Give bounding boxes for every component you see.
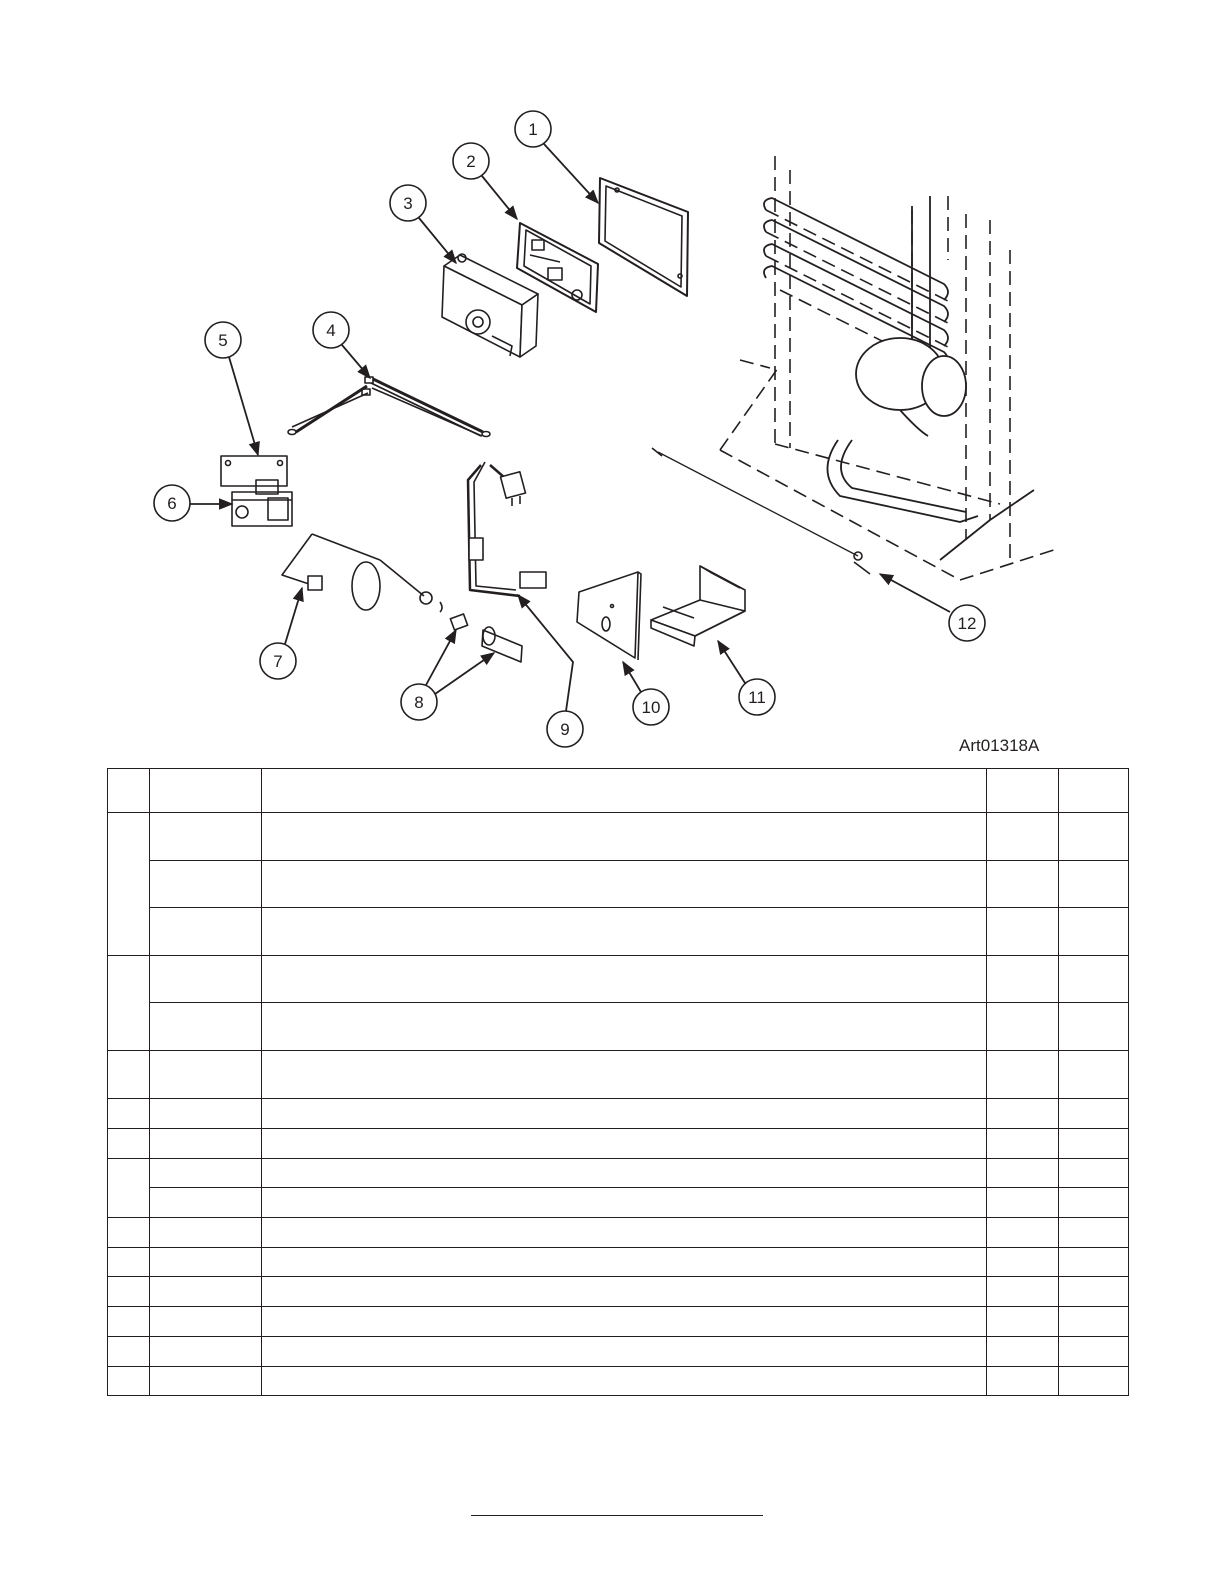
part-7-gas-line: [282, 534, 432, 610]
description-cell: [262, 1307, 987, 1337]
part-cell: [150, 1099, 262, 1129]
header-cell-part: [150, 769, 262, 813]
item-cell: [108, 1129, 150, 1159]
part-9-wire-harness: [468, 462, 546, 596]
part-cell: [150, 1367, 262, 1396]
part-cell: [150, 1159, 262, 1188]
table-row: [108, 1129, 1129, 1159]
qty-cell: [1059, 956, 1129, 1003]
description-cell: [262, 1248, 987, 1277]
qty-cell: [1059, 1051, 1129, 1099]
table-row: [108, 956, 1129, 1003]
header-cell-qty2: [1059, 769, 1129, 813]
table-row: [108, 1051, 1129, 1099]
item-cell: [108, 1248, 150, 1277]
refrigeration-unit: [720, 156, 1060, 580]
item-cell: [108, 1051, 150, 1099]
leader-arrow-1: [544, 144, 598, 203]
table-row: [108, 1367, 1129, 1396]
qty-cell: [1059, 1337, 1129, 1367]
description-cell: [262, 956, 987, 1003]
leader-arrow-8a: [426, 630, 456, 685]
callout-number: 4: [326, 321, 336, 340]
leader-arrow-4: [342, 345, 370, 378]
part-cell: [150, 1051, 262, 1099]
qty-cell: [1059, 1307, 1129, 1337]
part-cell: [150, 1003, 262, 1051]
leader-arrow-11: [718, 641, 745, 683]
item-cell: [108, 1099, 150, 1129]
header-cell-description: [262, 769, 987, 813]
part-cell: [150, 861, 262, 908]
item-cell: [108, 1307, 150, 1337]
item-cell: [108, 1367, 150, 1396]
callout-number: 6: [167, 494, 177, 513]
qty-cell: [1059, 1003, 1129, 1051]
callout-number: 2: [466, 152, 476, 171]
table-row: [108, 908, 1129, 956]
qty-cell: [1059, 1099, 1129, 1129]
table-row: [108, 1188, 1129, 1218]
description-cell: [262, 1003, 987, 1051]
header-cell-qty1: [987, 769, 1059, 813]
qty-cell: [987, 908, 1059, 956]
table-row: [108, 861, 1129, 908]
qty-cell: [1059, 1248, 1129, 1277]
part-1-frame: [599, 178, 688, 296]
qty-cell: [1059, 1277, 1129, 1307]
qty-cell: [1059, 861, 1129, 908]
callout-number: 1: [528, 120, 538, 139]
callout-number: 7: [273, 652, 283, 671]
qty-cell: [1059, 1188, 1129, 1218]
part-cell: [150, 1188, 262, 1218]
qty-cell: [1059, 908, 1129, 956]
item-cell: [108, 956, 150, 1051]
art-number-label: Art01318A: [959, 736, 1040, 755]
item-cell: [108, 813, 150, 956]
part-cell: [150, 1248, 262, 1277]
description-cell: [262, 1129, 987, 1159]
part-6-valve: [232, 480, 292, 526]
description-cell: [262, 908, 987, 956]
qty-cell: [987, 1218, 1059, 1248]
leader-arrow-7: [285, 588, 302, 644]
part-11-cover: [651, 566, 745, 646]
item-cell: [108, 1159, 150, 1218]
qty-cell: [1059, 813, 1129, 861]
description-cell: [262, 861, 987, 908]
part-10-bracket: [577, 572, 641, 660]
part-cell: [150, 908, 262, 956]
part-cell: [150, 1218, 262, 1248]
header-cell-item: [108, 769, 150, 813]
part-8-burner: [440, 602, 522, 662]
table-row: [108, 1248, 1129, 1277]
footer-rule: [471, 1515, 763, 1516]
qty-cell: [987, 956, 1059, 1003]
table-row: [108, 1099, 1129, 1129]
leader-arrow-10: [623, 662, 641, 692]
qty-cell: [987, 1051, 1059, 1099]
qty-cell: [987, 1307, 1059, 1337]
description-cell: [262, 1218, 987, 1248]
part-5-bracket: [221, 456, 287, 486]
leader-arrow-2: [482, 176, 517, 219]
table-row: [108, 1277, 1129, 1307]
part-12-rod: [652, 448, 870, 574]
part-cell: [150, 1277, 262, 1307]
part-4-cable-ties: [288, 377, 490, 437]
leader-arrow-9: [518, 595, 573, 711]
part-cell: [150, 956, 262, 1003]
callout-number: 9: [560, 720, 570, 739]
callout-number: 12: [957, 614, 977, 633]
qty-cell: [987, 1159, 1059, 1188]
callout-number: 10: [641, 698, 661, 717]
description-cell: [262, 1159, 987, 1188]
description-cell: [262, 1188, 987, 1218]
qty-cell: [987, 1337, 1059, 1367]
item-cell: [108, 1277, 150, 1307]
item-cell: [108, 1218, 150, 1248]
qty-cell: [1059, 1218, 1129, 1248]
callout-number: 5: [218, 331, 228, 350]
part-cell: [150, 1337, 262, 1367]
leader-arrow-12: [880, 574, 950, 612]
callout-number: 11: [748, 688, 766, 707]
leader-arrow-3: [419, 218, 456, 263]
exploded-parts-diagram: [0, 0, 1224, 760]
description-cell: [262, 1051, 987, 1099]
qty-cell: [1059, 1159, 1129, 1188]
description-cell: [262, 1367, 987, 1396]
leader-arrow-8b: [435, 653, 494, 694]
table-row: [108, 1218, 1129, 1248]
part-cell: [150, 1307, 262, 1337]
item-cell: [108, 1337, 150, 1367]
table-row: [108, 1159, 1129, 1188]
qty-cell: [987, 1129, 1059, 1159]
qty-cell: [987, 1248, 1059, 1277]
description-cell: [262, 813, 987, 861]
qty-cell: [987, 1277, 1059, 1307]
description-cell: [262, 1099, 987, 1129]
qty-cell: [987, 813, 1059, 861]
callout-number: 3: [403, 194, 413, 213]
part-cell: [150, 1129, 262, 1159]
description-cell: [262, 1277, 987, 1307]
parts-list-table: [107, 768, 1129, 1396]
qty-cell: [987, 861, 1059, 908]
table-row: [108, 1003, 1129, 1051]
qty-cell: [987, 1367, 1059, 1396]
qty-cell: [1059, 1129, 1129, 1159]
qty-cell: [987, 1099, 1059, 1129]
table-row: [108, 1337, 1129, 1367]
leader-arrow-5: [229, 357, 258, 455]
qty-cell: [1059, 1367, 1129, 1396]
table-row: [108, 1307, 1129, 1337]
table-row: [108, 813, 1129, 861]
description-cell: [262, 1337, 987, 1367]
qty-cell: [987, 1188, 1059, 1218]
part-cell: [150, 813, 262, 861]
qty-cell: [987, 1003, 1059, 1051]
table-header-row: [108, 769, 1129, 813]
callout-number: 8: [414, 693, 424, 712]
